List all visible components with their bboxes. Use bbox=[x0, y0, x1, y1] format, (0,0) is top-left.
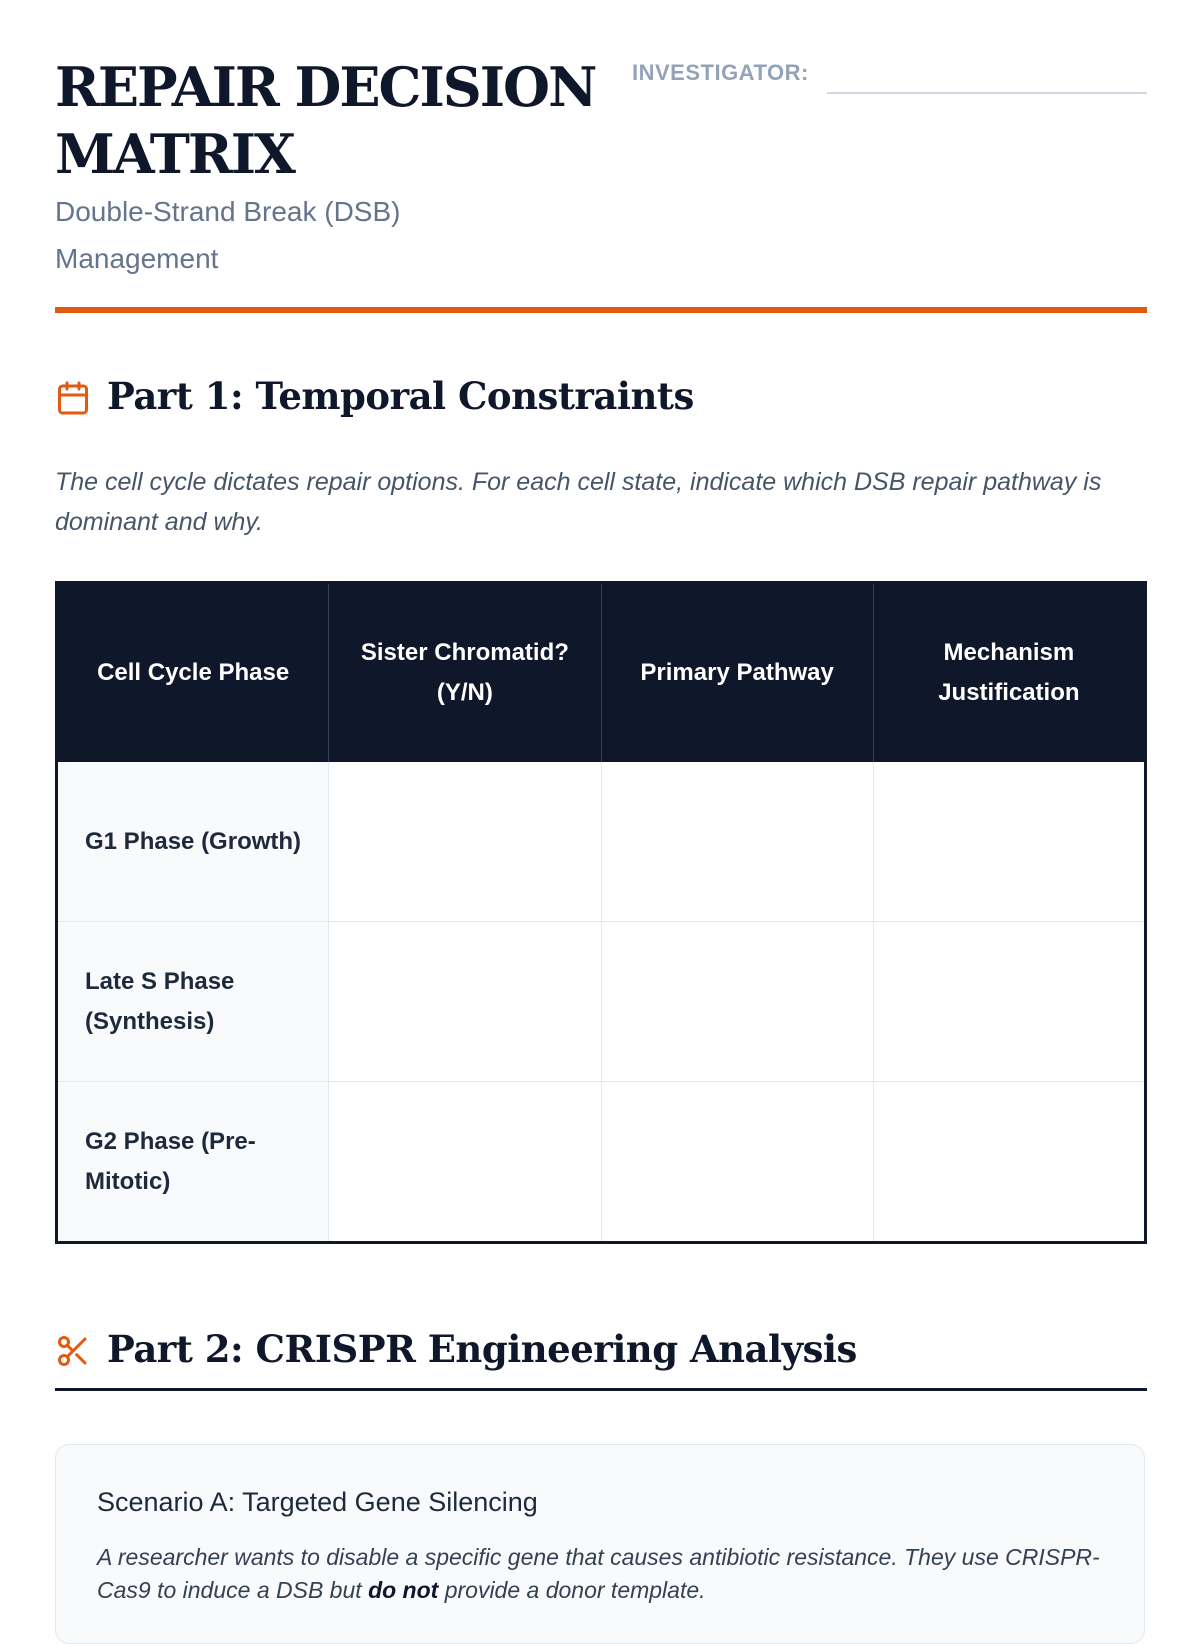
scenario-a-title: Scenario A: Targeted Gene Silencing bbox=[97, 1487, 538, 1517]
investigator-input-line[interactable] bbox=[827, 92, 1147, 94]
table-header-row bbox=[57, 583, 1146, 763]
table-row bbox=[57, 922, 1146, 1082]
header bbox=[55, 0, 1147, 315]
page-subtitle: Double-Strand Break (DSB) Management bbox=[55, 196, 401, 274]
scenario-a-description bbox=[97, 1541, 1107, 1607]
mechanism-justification-answer[interactable] bbox=[873, 922, 1145, 1082]
part2-heading bbox=[55, 1321, 1147, 1381]
scenario-a-card bbox=[55, 1444, 1145, 1644]
investigator-label: INVESTIGATOR: bbox=[632, 60, 809, 85]
page-title bbox=[55, 54, 615, 188]
phase-cell: G2 Phase (Pre-Mitotic) bbox=[57, 1082, 329, 1243]
phase-cell: Late S Phase (Synthesis) bbox=[57, 922, 329, 1082]
sister-chromatid-answer[interactable] bbox=[329, 762, 601, 922]
part2-title: Part 2: CRISPR Engineering Analysis bbox=[107, 1327, 857, 1371]
investigator-field[interactable] bbox=[632, 56, 1147, 96]
scenario-a-text-after: provide a donor template. bbox=[438, 1577, 706, 1603]
table-row bbox=[57, 1082, 1146, 1243]
header-cell-cycle-phase: Cell Cycle Phase bbox=[57, 583, 329, 763]
sister-chromatid-answer[interactable] bbox=[329, 1082, 601, 1243]
header-primary-pathway: Primary Pathway bbox=[601, 583, 873, 763]
repair-matrix-table bbox=[55, 581, 1147, 1244]
part2-divider bbox=[55, 1388, 1147, 1391]
part1-instructions: The cell cycle dictates repair options. For each cell state, indicate which DSB repair pathway is dominant and why. bbox=[55, 468, 1102, 536]
sister-chromatid-answer[interactable] bbox=[329, 922, 601, 1082]
table-row bbox=[57, 762, 1146, 922]
mechanism-justification-answer[interactable] bbox=[873, 762, 1145, 922]
worksheet-page bbox=[55, 0, 1147, 1603]
scenario-a-text-emphasis: do not bbox=[368, 1577, 439, 1603]
header-divider bbox=[55, 307, 1147, 313]
scissors-icon bbox=[55, 1333, 91, 1369]
header-mechanism-justification: Mechanism Justification bbox=[873, 583, 1145, 763]
calendar-icon bbox=[55, 380, 91, 416]
title-line-1: REPAIR DECISION bbox=[55, 55, 596, 119]
phase-cell: G1 Phase (Growth) bbox=[57, 762, 329, 922]
part1-heading bbox=[55, 368, 1147, 428]
primary-pathway-answer[interactable] bbox=[601, 762, 873, 922]
part1-title: Part 1: Temporal Constraints bbox=[107, 374, 694, 418]
header-sister-chromatid: Sister Chromatid? (Y/N) bbox=[329, 583, 601, 763]
title-line-2: MATRIX bbox=[55, 122, 294, 186]
primary-pathway-answer[interactable] bbox=[601, 1082, 873, 1243]
primary-pathway-answer[interactable] bbox=[601, 922, 873, 1082]
scenario-a-text-before: A researcher wants to disable a specific gene that causes antibiotic resistance. They use CRISPR-Cas9 to induce a DSB but bbox=[97, 1544, 1100, 1603]
mechanism-justification-answer[interactable] bbox=[873, 1082, 1145, 1243]
